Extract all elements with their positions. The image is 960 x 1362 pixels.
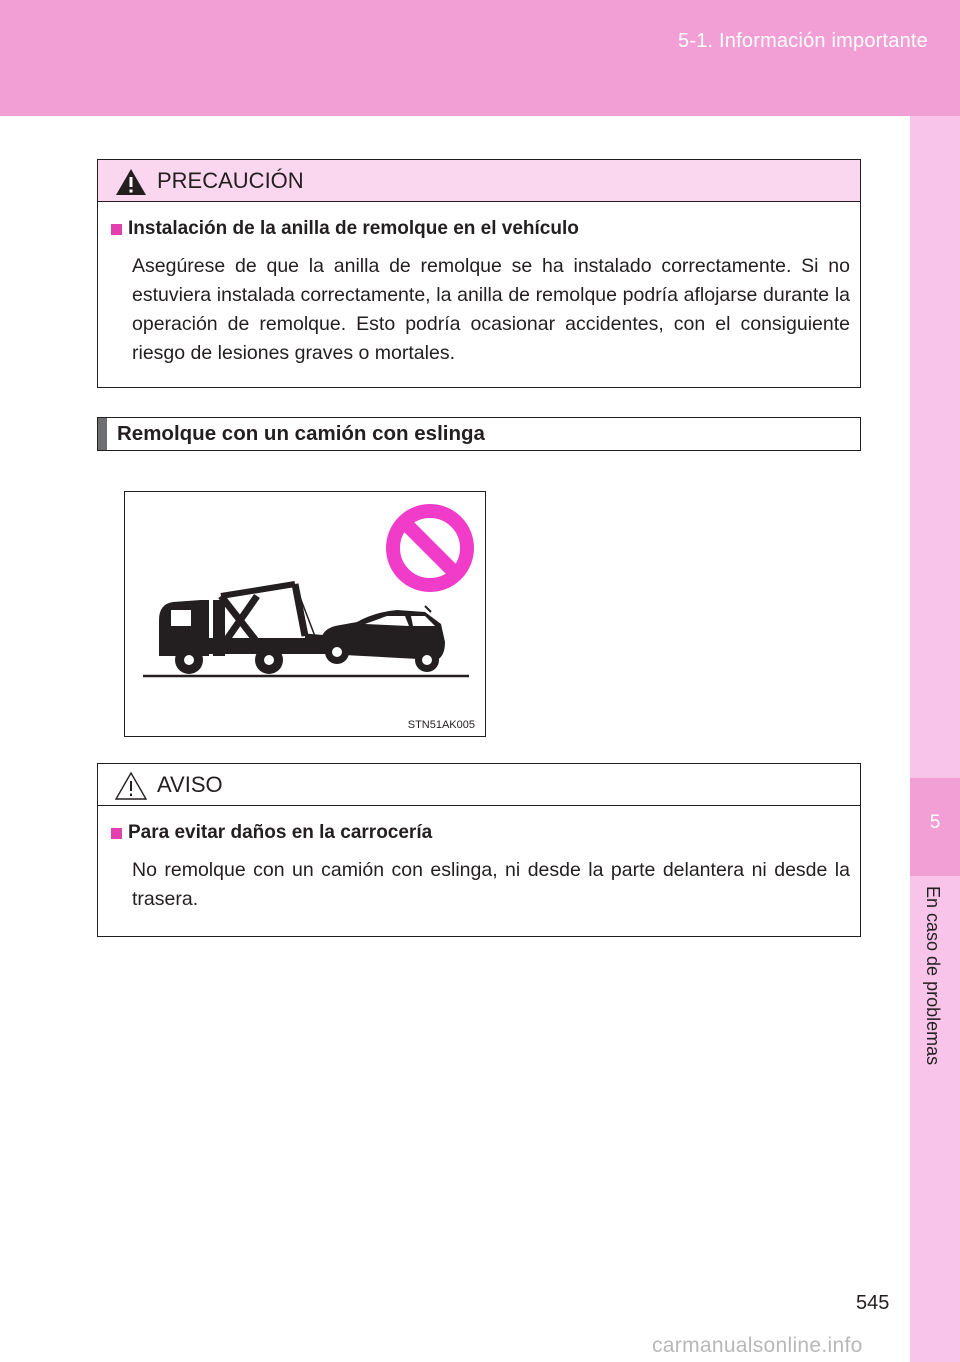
chapter-label-wrap — [922, 886, 948, 1096]
header-section-title: 5-1. Información importante — [678, 30, 928, 52]
car-icon — [321, 606, 446, 672]
notice-header — [98, 764, 860, 806]
tow-truck-icon — [159, 584, 329, 674]
tow-illustration-drawing — [125, 492, 485, 736]
warning-triangle-icon — [114, 167, 148, 197]
caution-box — [97, 159, 861, 388]
notice-item-text: No remolque con un camión con eslinga, ni desde la parte delantera ni desde la trasera. — [132, 859, 850, 910]
chapter-label: En caso de problemas — [923, 886, 943, 1066]
chapter-number: 5 — [929, 812, 941, 833]
chapter-side-tab — [910, 116, 960, 1362]
notice-body — [98, 806, 860, 936]
caution-item-title-text: Instalación de la anilla de remolque en el vehículo — [128, 218, 579, 239]
caution-body — [98, 202, 860, 390]
watermark: carmanualsonline.info — [652, 1334, 863, 1357]
caution-header — [98, 160, 860, 202]
notice-heading: AVISO — [157, 772, 223, 797]
figure-code: STN51AK005 — [407, 719, 475, 731]
square-bullet-icon — [111, 828, 122, 839]
square-bullet-icon — [111, 224, 122, 235]
section-accent — [98, 418, 107, 450]
section-title: Remolque con un camión con eslinga — [117, 422, 485, 445]
page-number: 545 — [856, 1292, 890, 1314]
caution-item-text: Asegúrese de que la anilla de remolque se ha instalado correctamente. Si no estuviera instalada correctamente, la anilla de remolque podría aflojarse durante la operación de remolque. Esto podría ocasionar accidentes, con el consiguiente riesgo de lesiones graves o mortales. — [132, 255, 850, 364]
page-header — [0, 0, 960, 116]
caution-heading: PRECAUCIÓN — [157, 168, 304, 193]
notice-box — [97, 763, 861, 937]
notice-item-title — [108, 822, 850, 844]
caution-item-title — [108, 218, 850, 240]
section-heading-bar — [97, 417, 861, 451]
prohibited-icon — [393, 511, 467, 585]
notice-item-title-text: Para evitar daños en la carrocería — [128, 822, 433, 843]
warning-outline-icon — [114, 771, 148, 801]
tow-illustration — [124, 491, 486, 737]
